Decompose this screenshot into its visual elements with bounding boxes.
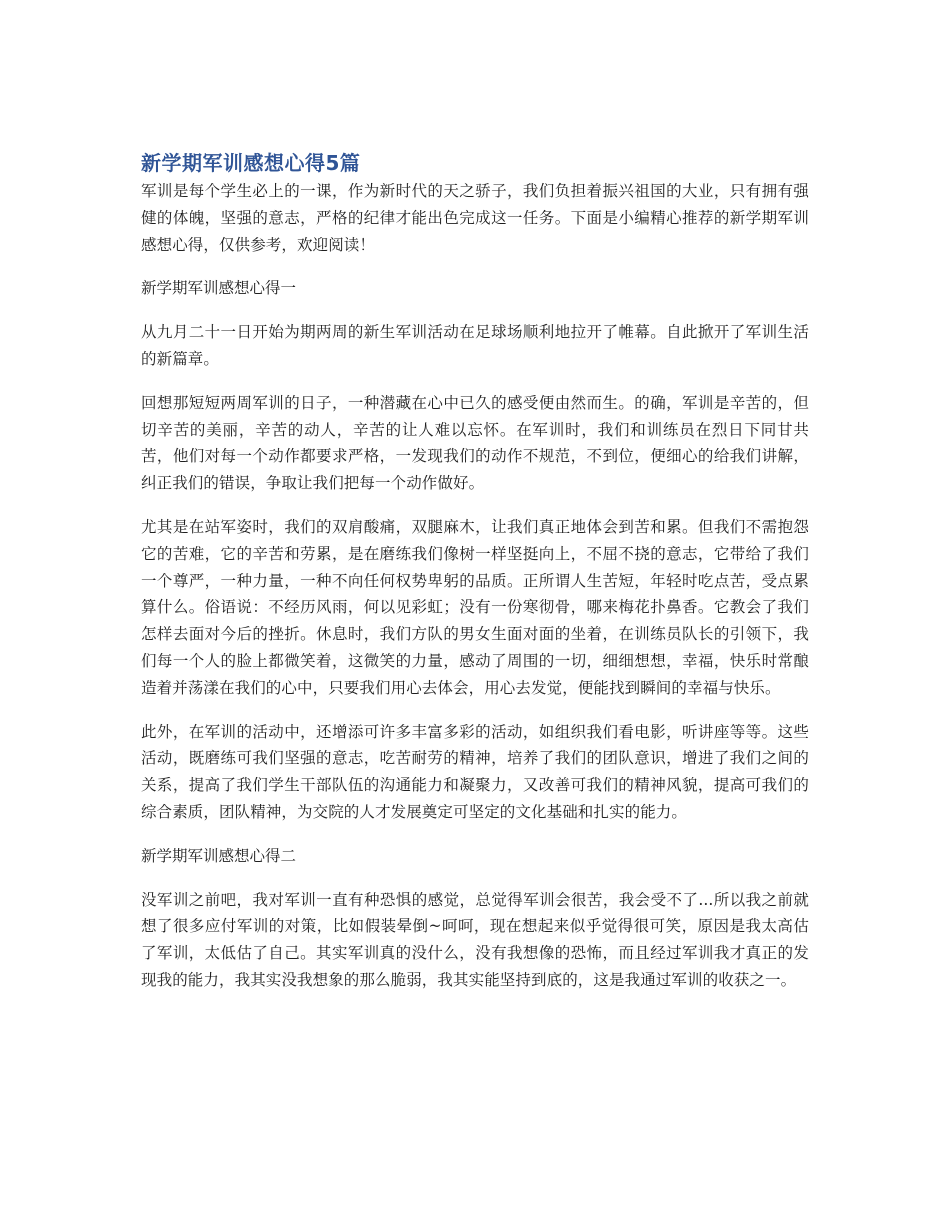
paragraph: 尤其是在站军姿时，我们的双肩酸痛，双腿麻木，让我们真正地体会到苦和累。但我们不需抱怨它的苦难，它的辛苦和劳累，是在磨练我们像树一样坚挺向上，不屈不挠的意志，它带给了我们一个尊严，一种力量，一种不向任何权势卑躬的品质。正所谓人生苦短，年轻时吃点苦，受点累算什么。俗语说：不经历风雨，何以见彩虹；没有一份寒彻骨，哪来梅花扑鼻香。它教会了我们怎样去面对今后的挫折。休息时，我们方队的男女生面对面的坐着，在训练员队长的引领下，我们每一个人的脸上都微笑着，这微笑的力量，感动了周围的一切，细细想想，幸福，快乐时常酿造着并荡漾在我们的心中，只要我们用心去体会，用心去发觉，便能找到瞬间的幸福与快乐。: [141, 517, 809, 697]
paragraph: 没军训之前吧，我对军训一直有种恐惧的感觉，总觉得军训会很苦，我会受不了...所以我之前就想了很多应付军训的对策，比如假装晕倒~呵呵，现在想起来似乎觉得很可笑，原因是我太高估了军训，太低估了自己。其实军训真的没什么，没有我想像的恐怖，而且经过军训我才真正的发现我的能力，我其实没我想象的那么脆弱，我其实能坚持到底的，这是我通过军训的收获之一。: [141, 890, 809, 989]
document-title: 新学期军训感想心得5篇: [141, 151, 361, 175]
paragraph: 回想那短短两周军训的日子，一种潜藏在心中已久的感受便由然而生。的确，军训是辛苦的，但切辛苦的美丽，辛苦的动人，辛苦的让人难以忘怀。在军训时，我们和训练员在烈日下同甘共苦，他们对每一个动作都要求严格，一发现我们的动作不规范，不到位，便细心的给我们讲解，纠正我们的错误，争取让我们把每一个动作做好。: [141, 393, 809, 493]
section-heading-2: 新学期军训感想心得二: [141, 846, 297, 865]
paragraph: 从九月二十一日开始为期两周的新生军训活动在足球场顺利地拉开了帷幕。自此掀开了军训生活的新篇章。: [141, 323, 809, 368]
paragraph: 此外，在军训的活动中，还增添可许多丰富多彩的活动，如组织我们看电影，听讲座等等。这些活动，既磨练可我们坚强的意志，吃苦耐劳的精神，培养了我们的团队意识，增进了我们之间的关系，提高了我们学生干部队伍的沟通能力和凝聚力，又改善可我们的精神风貌，提高可我们的综合素质，团队精神，为交院的人才发展奠定可坚定的文化基础和扎实的能力。: [141, 722, 809, 821]
section-heading-1: 新学期军训感想心得一: [141, 279, 297, 298]
intro-paragraph: 军训是每个学生必上的一课，作为新时代的天之骄子，我们负担着振兴祖国的大业，只有拥有强健的体魄，坚强的意志，严格的纪律才能出色完成这一任务。下面是小编精心推荐的新学期军训感想心得，仅供参考，欢迎阅读！: [141, 182, 809, 254]
document-page: [141, 148, 809, 1011]
